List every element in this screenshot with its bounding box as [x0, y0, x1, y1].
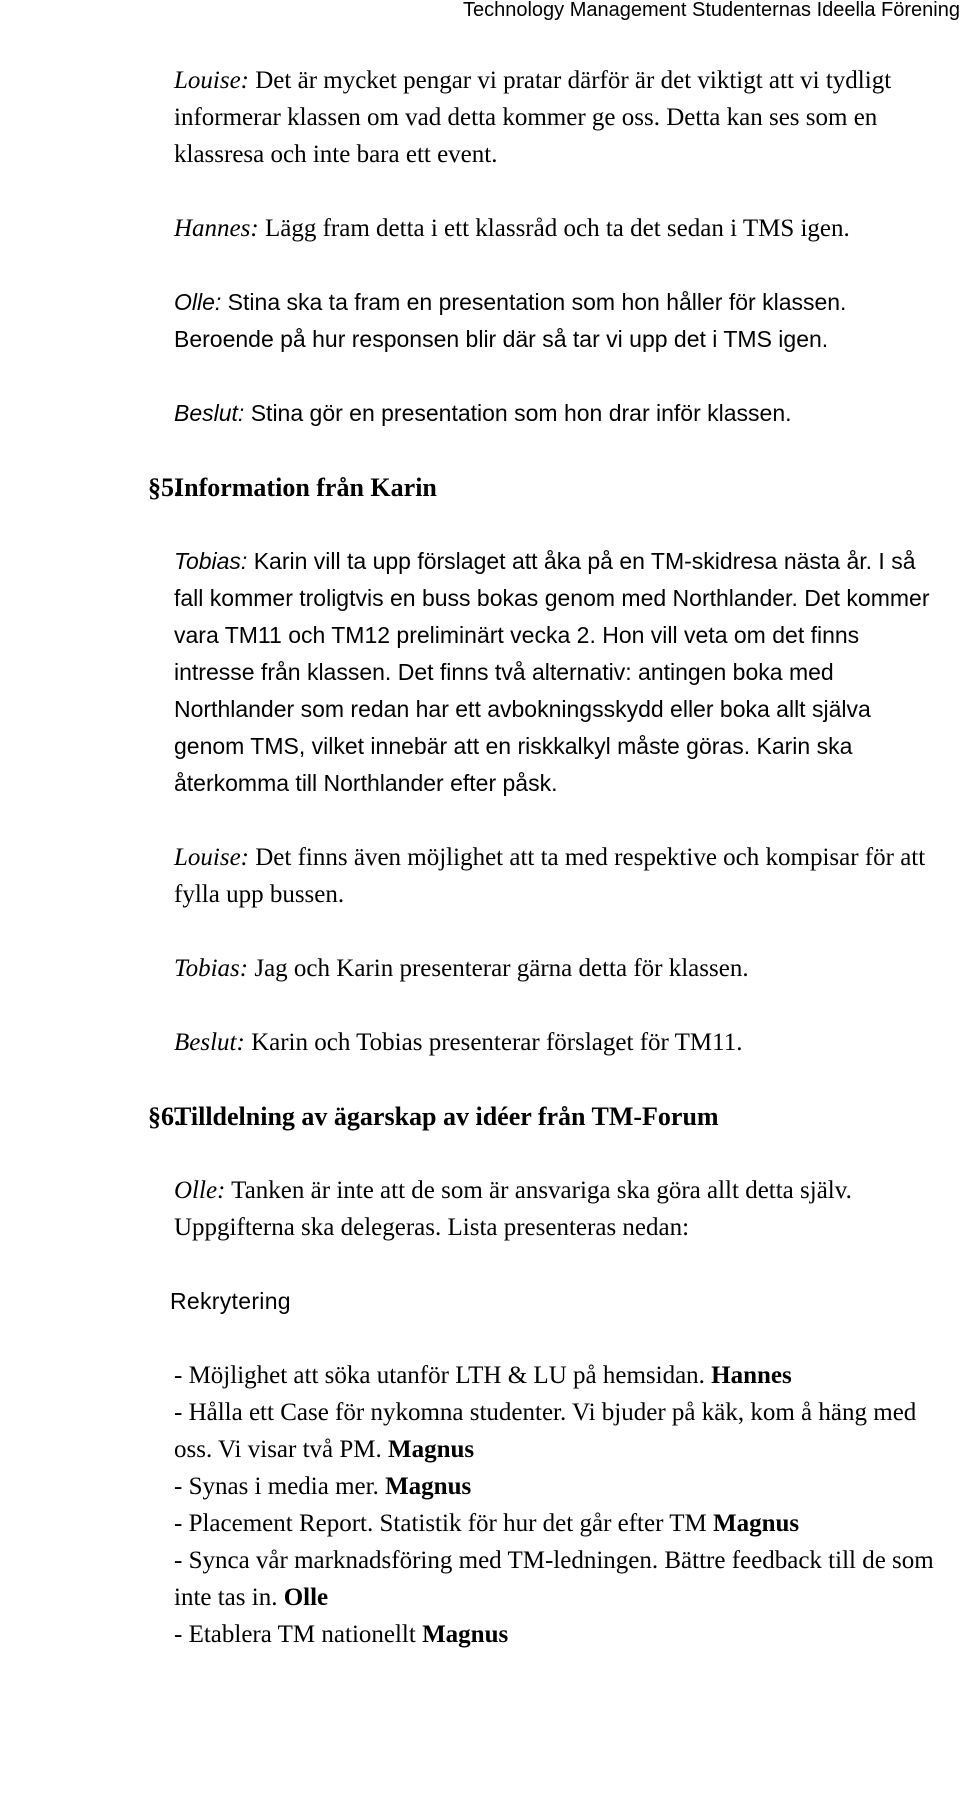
speaker-label: Louise:	[174, 67, 249, 94]
paragraph-text: Stina gör en presentation som hon drar inför klassen.	[244, 400, 792, 426]
paragraph-text: Stina ska ta fram en presentation som hon håller för klassen. Beroende på hur responsen blir där så tar vi upp det i TMS igen.	[174, 289, 847, 352]
section-title: Tilldelning av ägarskap av idéer från TM-Forum	[174, 1102, 719, 1131]
decision-paragraph	[174, 395, 944, 432]
paragraph-text: Tanken är inte att de som är ansvariga ska göra allt detta själv. Uppgifterna ska delegeras. Lista presenteras nedan:	[174, 1177, 852, 1241]
list-item-owner: Olle	[283, 1584, 329, 1611]
list-item	[174, 1505, 944, 1542]
minutes-paragraph	[174, 839, 944, 913]
minutes-paragraph	[174, 1172, 944, 1246]
minutes-paragraph	[174, 62, 944, 173]
list-item-text: - Hålla ett Case för nykomna studenter. Vi bjuder på käk, kom å häng med oss. Vi visar två PM.	[174, 1399, 917, 1463]
list-item	[174, 1468, 944, 1505]
list-item	[174, 1357, 944, 1394]
list-item	[174, 1542, 944, 1616]
speaker-label: Tobias:	[174, 548, 248, 574]
speaker-label: Olle:	[174, 289, 222, 315]
speaker-label: Louise:	[174, 844, 249, 871]
minutes-paragraph	[174, 950, 944, 987]
task-list	[174, 1357, 944, 1653]
list-item-text: - Etablera TM nationellt	[174, 1621, 423, 1648]
paragraph-text: Det finns även möjlighet att ta med respektive och kompisar för att fylla upp bussen.	[174, 844, 926, 908]
section-number: §5.	[148, 473, 181, 502]
paragraph-text: Det är mycket pengar vi pratar därför är det viktigt att vi tydligt informerar klassen om vad detta kommer ge oss. Detta kan ses som en klassresa och inte bara ett event.	[174, 67, 892, 168]
list-subheading: Rekrytering	[170, 1288, 291, 1314]
paragraph-text: Lägg fram detta i ett klassråd och ta det sedan i TMS igen.	[258, 215, 850, 242]
decision-paragraph	[174, 1024, 944, 1061]
list-item	[174, 1616, 944, 1653]
page-header: Technology Management Studenternas Ideella Förening	[463, 0, 960, 21]
paragraph-text: Karin och Tobias presenterar förslaget för TM11.	[244, 1029, 743, 1056]
list-item	[174, 1394, 944, 1468]
section-heading-6	[148, 1098, 944, 1135]
list-item-text: - Möjlighet att söka utanför LTH & LU på hemsidan.	[174, 1362, 712, 1389]
list-item-text: - Synca vår marknadsföring med TM-ledningen. Bättre feedback till de som inte tas in.	[174, 1547, 934, 1611]
list-item-owner: Magnus	[385, 1473, 472, 1500]
section-title: Information från Karin	[174, 473, 437, 502]
minutes-paragraph	[174, 543, 944, 802]
minutes-paragraph	[174, 210, 944, 247]
speaker-label: Beslut:	[174, 1029, 245, 1056]
paragraph-text: Karin vill ta upp förslaget att åka på en TM-skidresa nästa år. I så fall kommer troligtvis en buss bokas genom med Northlander. Det kommer vara TM11 och TM12 preliminärt vecka 2. Hon vill veta om det finns intresse från klassen. Det finns två alternativ: antingen boka med Northlander som redan har ett avbokningsskydd eller boka allt själva genom TMS, vilket innebär att en riskkalkyl måste göras. Karin ska återkomma till Northlander efter påsk.	[174, 548, 930, 796]
list-item-owner: Hannes	[711, 1362, 792, 1389]
speaker-label: Hannes:	[174, 215, 259, 242]
list-item-owner: Magnus	[422, 1621, 509, 1648]
list-item-text: - Placement Report. Statistik för hur det går efter TM	[174, 1510, 713, 1537]
minutes-paragraph	[174, 284, 944, 358]
speaker-label: Tobias:	[174, 955, 249, 982]
list-item-owner: Magnus	[712, 1510, 800, 1537]
section-number: §6.	[148, 1102, 181, 1131]
speaker-label: Beslut:	[174, 400, 245, 426]
paragraph-text: Jag och Karin presenterar gärna detta för klassen.	[248, 955, 749, 982]
section-heading-5	[148, 469, 944, 506]
speaker-label: Olle:	[174, 1177, 226, 1204]
list-item-owner: Magnus	[388, 1436, 475, 1463]
document-body	[148, 62, 944, 1653]
list-item-text: - Synas i media mer.	[174, 1473, 386, 1500]
